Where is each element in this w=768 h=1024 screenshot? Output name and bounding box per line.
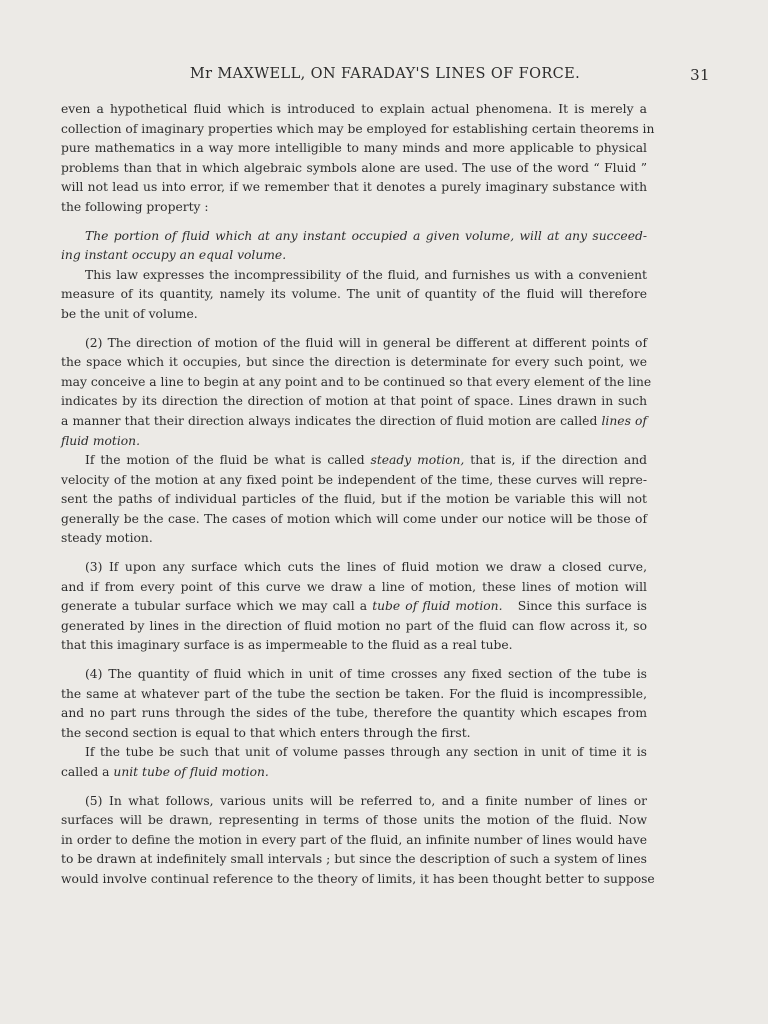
text-line: that this imaginary surface is as impermeable to the fluid as a real tube. [61, 638, 513, 653]
text-line: generated by lines in the direction of fluid motion no part of the fluid can flow across it, so [61, 618, 647, 633]
paragraph-section-3 [61, 558, 647, 656]
text-line [61, 597, 647, 617]
italic-term: steady motion, [370, 453, 465, 468]
paragraph [61, 743, 647, 782]
text-line: would involve continual reference to the theory of limits, it has been thought better to suppose [61, 871, 655, 886]
text-line [61, 763, 647, 783]
italic-law-statement [61, 227, 647, 266]
italic-term: tube of fluid motion. [372, 599, 503, 614]
italic-term: lines of [601, 413, 647, 428]
text-line: the second section is equal to that which enters through the first. [61, 725, 471, 740]
text-line [61, 412, 647, 432]
text-line: the same at whatever part of the tube the section be taken. For the fluid is incompressible, [61, 686, 647, 701]
text-line: (2) The direction of motion of the fluid will in general be different at different points of [85, 335, 647, 350]
text-line: (5) In what follows, various units will be referred to, and a finite number of lines or [85, 793, 647, 808]
running-header [60, 64, 710, 88]
paragraph-section-2 [61, 334, 652, 452]
text-line: will not lead us into error, if we remember that it denotes a purely imaginary substance with [61, 180, 647, 195]
text-line: surfaces will be drawn, representing in terms of those units the motion of the fluid. Now [61, 813, 647, 828]
text-line: problems than that in which algebraic symbols alone are used. The use of the word “ Fluid ” [61, 160, 647, 175]
paragraph [61, 451, 647, 549]
text-line: velocity of the motion at any fixed point be independent of the time, these curves will repre- [61, 472, 647, 487]
text-line: and if from every point of this curve we draw a line of motion, these lines of motion will [61, 579, 647, 594]
text-line: even a hypothetical fluid which is introduced to explain actual phenomena. It is merely a [61, 102, 647, 116]
text-run: a manner that their direction always indicates the direction of fluid motion are called [61, 413, 598, 428]
paragraph-section-4 [61, 665, 647, 743]
text-line: measure of its quantity, namely its volume. The unit of quantity of the fluid will therefore [61, 287, 647, 302]
text-line: This law expresses the incompressibility of the fluid, and furnishes us with a convenient [85, 267, 647, 282]
page-number: 31 [690, 66, 710, 84]
paragraph [61, 100, 655, 218]
paragraph-section-5 [61, 792, 655, 890]
text-run: generate a tubular surface which we may call a [61, 599, 368, 614]
text-line: (3) If upon any surface which cuts the lines of fluid motion we draw a closed curve, [85, 560, 647, 575]
text-line: pure mathematics in a way more intelligible to many minds and more applicable to physical [61, 141, 647, 156]
text-line: be the unit of volume. [61, 306, 198, 321]
italic-term: unit tube of fluid motion. [113, 765, 269, 779]
text-line: generally be the case. The cases of motion which will come under our notice will be those of [61, 511, 647, 526]
text-line: If the tube be such that unit of volume passes through any section in unit of time it is [85, 745, 647, 760]
running-title: Mr MAXWELL, ON FARADAY'S LINES OF FORCE. [189, 66, 581, 82]
text-run: that is, if the direction and [470, 453, 647, 468]
text-line: (4) The quantity of fluid which in unit of time crosses any fixed section of the tube is [85, 667, 647, 682]
text-line [61, 451, 647, 471]
text-line: collection of imaginary properties which may be employed for establishing certain theorems in [61, 121, 655, 136]
text-line: The portion of fluid which at any instant occupied a given volume, will at any succeed- [85, 228, 647, 243]
text-line: fluid motion. [61, 433, 141, 448]
text-line: the space which it occupies, but since the direction is determinate for every such point, we [61, 355, 647, 370]
text-line: indicates by its direction the direction of motion at that point of space. Lines drawn in such [61, 394, 647, 409]
text-line: to be drawn at indefinitely small intervals ; but since the description of such a system of lines [61, 852, 647, 867]
text-line: sent the paths of individual particles of the fluid, but if the motion be variable this will not [61, 492, 647, 507]
text-line: the following property : [61, 199, 209, 214]
text-line: ing instant occupy an equal volume. [61, 248, 287, 263]
text-run: called a [61, 765, 110, 779]
text-line: steady motion. [61, 531, 153, 546]
text-line: may conceive a line to begin at any point and to be continued so that every element of the line [61, 374, 652, 389]
text-line: and no part runs through the sides of the tube, therefore the quantity which escapes from [61, 706, 647, 721]
text-run: Since this surface is [517, 599, 647, 614]
paragraph [61, 266, 647, 325]
page-body [61, 100, 655, 890]
text-run: If the motion of the fluid be what is called [85, 453, 365, 468]
text-line: in order to define the motion in every part of the fluid, an infinite number of lines would have [61, 832, 647, 847]
